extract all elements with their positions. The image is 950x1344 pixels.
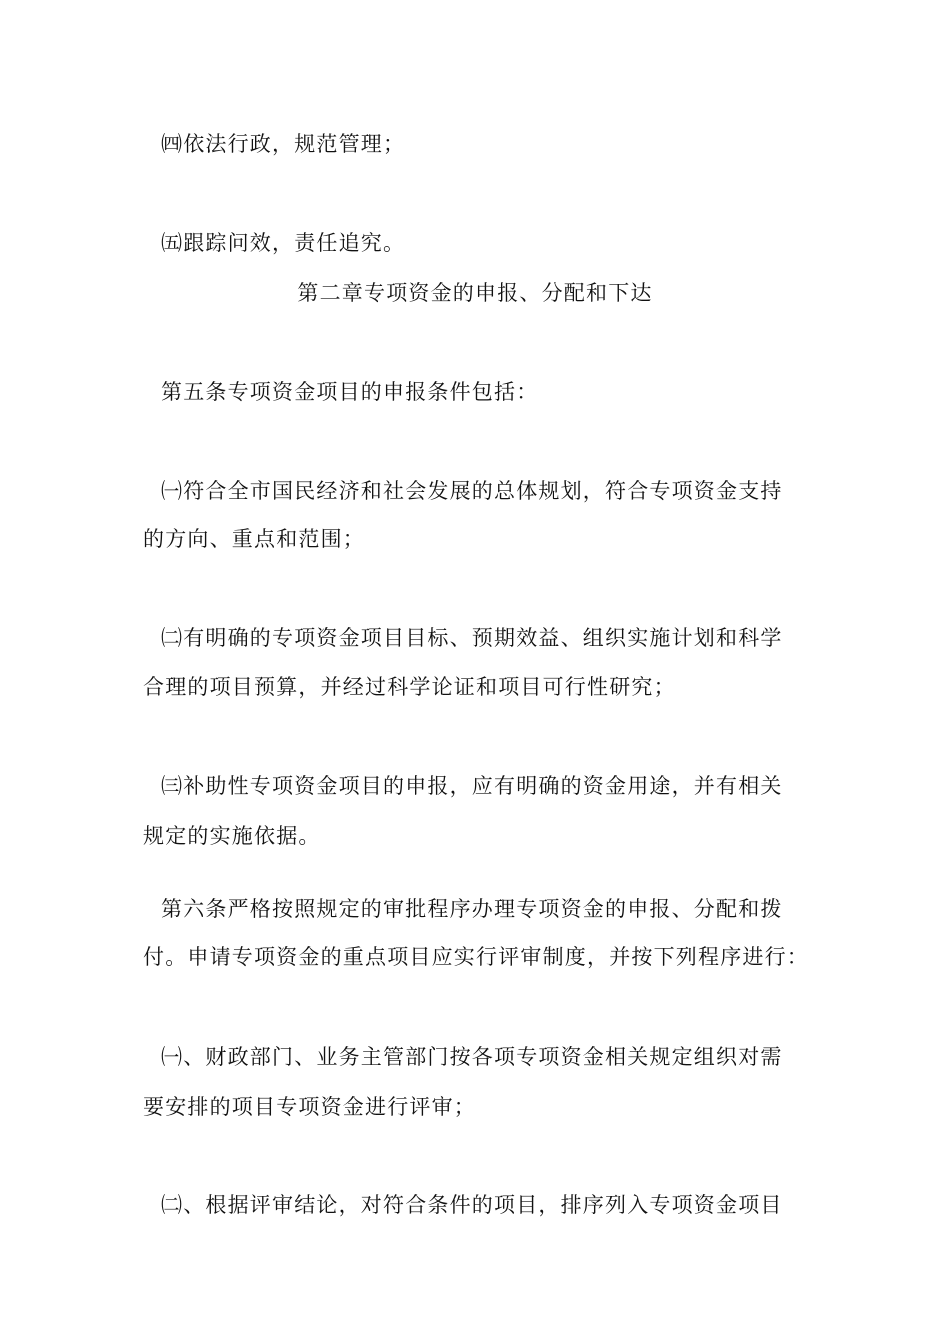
text-line: 付。申请专项资金的重点项目应实行评审制度，并按下列程序进行： (143, 945, 809, 969)
text-line: 规定的实施依据。 (143, 824, 321, 848)
text-line: ㈠符合全市国民经济和社会发展的总体规划，符合专项资金支持 (161, 479, 783, 503)
text-line: 第五条专项资金项目的申报条件包括： (161, 380, 539, 404)
text-line: ㈤跟踪问效，责任追究。 (161, 231, 406, 255)
text-line: 的方向、重点和范围； (143, 527, 365, 551)
chapter-heading: 第二章专项资金的申报、分配和下达 (297, 281, 653, 305)
text-line: 合理的项目预算，并经过科学论证和项目可行性研究； (143, 675, 676, 699)
text-line: 要安排的项目专项资金进行评审； (143, 1095, 476, 1119)
text-line: ㈠、财政部门、业务主管部门按各项专项资金相关规定组织对需 (161, 1045, 783, 1069)
text-line: 第六条严格按照规定的审批程序办理专项资金的申报、分配和拨 (161, 897, 783, 921)
text-line: ㈢补助性专项资金项目的申报，应有明确的资金用途，并有相关 (161, 774, 783, 798)
text-line: ㈣依法行政，规范管理； (161, 132, 406, 156)
text-line: ㈡、根据评审结论，对符合条件的项目，排序列入专项资金项目 (161, 1193, 783, 1217)
text-line: ㈡有明确的专项资金项目目标、预期效益、组织实施计划和科学 (161, 626, 783, 650)
